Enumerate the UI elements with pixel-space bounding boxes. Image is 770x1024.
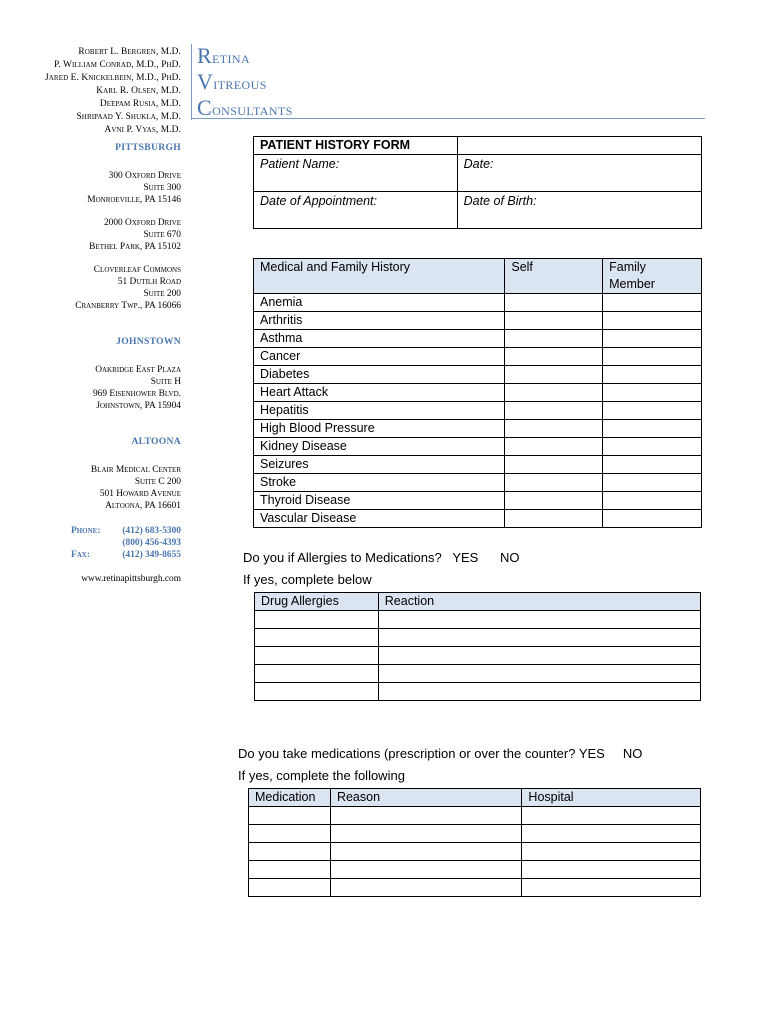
drug-allergy-input[interactable] [255, 683, 379, 701]
med-header-hospital: Hospital [522, 789, 701, 807]
allergy-row [255, 611, 701, 629]
allergy-no-option[interactable]: NO [500, 550, 520, 565]
date-field[interactable]: Date: [457, 155, 701, 192]
history-row [254, 312, 702, 330]
medication-row [249, 861, 701, 879]
family-checkbox-cell[interactable] [603, 384, 702, 402]
hospital-input[interactable] [522, 843, 701, 861]
drug-allergy-input[interactable] [255, 611, 379, 629]
office-address [30, 264, 181, 312]
self-checkbox-cell[interactable] [505, 510, 603, 528]
address-line: Suite C 200 [134, 477, 181, 487]
condition-label: Stroke [254, 474, 505, 492]
medication-input[interactable] [249, 825, 331, 843]
medication-row [249, 807, 701, 825]
reaction-input[interactable] [378, 611, 700, 629]
family-checkbox-cell[interactable] [603, 456, 702, 474]
question-text: Do you take medications (prescription or over the counter? [238, 746, 576, 761]
family-checkbox-cell[interactable] [603, 366, 702, 384]
condition-label: Asthma [254, 330, 505, 348]
reaction-input[interactable] [378, 665, 700, 683]
self-checkbox-cell[interactable] [505, 366, 603, 384]
history-row [254, 402, 702, 420]
self-checkbox-cell[interactable] [505, 384, 603, 402]
condition-label: High Blood Pressure [254, 420, 505, 438]
allergy-row [255, 629, 701, 647]
condition-label: Hepatitis [254, 402, 505, 420]
medications-table [248, 788, 701, 897]
practice-logo [197, 44, 293, 122]
family-checkbox-cell[interactable] [603, 510, 702, 528]
med-header-reason: Reason [330, 789, 521, 807]
address-line: Suite H [150, 377, 181, 387]
doctor-name: Avni P. Vyas, M.D. [104, 125, 181, 135]
history-row [254, 330, 702, 348]
logo-initial: V [197, 69, 214, 94]
city-heading-altoona: ALTOONA [131, 436, 181, 447]
self-checkbox-cell[interactable] [505, 492, 603, 510]
medication-no-option[interactable]: NO [622, 746, 643, 761]
medication-row [249, 879, 701, 897]
history-header-self: Self [505, 259, 603, 294]
address-line: Suite 670 [143, 230, 181, 240]
doctor-name: P. William Conrad, M.D., PhD. [54, 60, 181, 70]
history-row [254, 348, 702, 366]
history-row [254, 510, 702, 528]
family-checkbox-cell[interactable] [603, 402, 702, 420]
family-checkbox-cell[interactable] [603, 492, 702, 510]
drug-allergy-input[interactable] [255, 629, 379, 647]
drug-allergy-input[interactable] [255, 647, 379, 665]
office-address [30, 217, 181, 253]
medication-input[interactable] [249, 879, 331, 897]
appointment-date-field[interactable]: Date of Appointment: [254, 192, 458, 229]
address-line: Cranberry Twp., PA 16066 [75, 301, 181, 311]
allergy-header-reaction: Reaction [378, 593, 700, 611]
address-line: 969 Eisenhower Blvd. [92, 389, 181, 399]
family-checkbox-cell[interactable] [603, 474, 702, 492]
family-checkbox-cell[interactable] [603, 348, 702, 366]
condition-label: Cancer [254, 348, 505, 366]
medication-question [238, 746, 642, 761]
address-line: Bethel Park, PA 15102 [89, 242, 181, 252]
header-line: Member [609, 277, 655, 291]
hospital-input[interactable] [522, 825, 701, 843]
allergy-followup: If yes, complete below [243, 572, 372, 587]
reaction-input[interactable] [378, 647, 700, 665]
allergy-header-drug: Drug Allergies [255, 593, 379, 611]
address-line: Monroeville, PA 15146 [87, 195, 181, 205]
condition-label: Thyroid Disease [254, 492, 505, 510]
condition-label: Heart Attack [254, 384, 505, 402]
condition-label: Seizures [254, 456, 505, 474]
address-line: Cloverleaf Commons [93, 265, 181, 275]
medication-followup: If yes, complete the following [238, 768, 405, 783]
address-line: 2000 Oxford Drive [103, 218, 181, 228]
patient-info-table [253, 136, 702, 229]
question-text: Do you if Allergies to Medications? [243, 550, 442, 565]
logo-word: itreous [213, 74, 267, 93]
reason-input[interactable] [330, 879, 521, 897]
hospital-input[interactable] [522, 807, 701, 825]
address-line: 51 Dutilh Road [117, 277, 181, 287]
medication-yes-option[interactable]: YES [578, 746, 605, 761]
address-line: Suite 200 [143, 289, 181, 299]
family-checkbox-cell[interactable] [603, 312, 702, 330]
reason-input[interactable] [330, 861, 521, 879]
condition-label: Vascular Disease [254, 510, 505, 528]
drug-allergy-input[interactable] [255, 665, 379, 683]
medication-input[interactable] [249, 807, 331, 825]
phone-label: Phone: [71, 526, 101, 536]
city-heading-pittsburgh: PITTSBURGH [115, 142, 181, 153]
form-title: PATIENT HISTORY FORM [254, 137, 458, 155]
blank-cell [457, 137, 701, 155]
reason-input[interactable] [330, 843, 521, 861]
fax-label: Fax: [71, 550, 90, 560]
medication-input[interactable] [249, 843, 331, 861]
self-checkbox-cell[interactable] [505, 456, 603, 474]
doctor-name: Shripaad Y. Shukla, M.D. [76, 112, 181, 122]
history-row [254, 420, 702, 438]
city-heading-johnstown: JOHNSTOWN [116, 336, 181, 347]
header-line: Family [609, 260, 646, 274]
address-line: 501 Howard Avenue [99, 489, 181, 499]
doctor-name: Jared E. Knickelbein, M.D., PhD. [45, 73, 181, 83]
logo-divider-vertical [191, 44, 192, 120]
fax-number: (412) 349-8655 [122, 550, 181, 560]
patient-name-field[interactable]: Patient Name: [254, 155, 458, 192]
history-header-condition: Medical and Family History [254, 259, 505, 294]
doctor-name: Karl R. Olsen, M.D. [96, 86, 181, 96]
birth-date-field[interactable]: Date of Birth: [457, 192, 701, 229]
history-row [254, 456, 702, 474]
allergy-row [255, 665, 701, 683]
history-row [254, 492, 702, 510]
condition-label: Anemia [254, 294, 505, 312]
self-checkbox-cell[interactable] [505, 330, 603, 348]
drug-allergies-table [254, 592, 701, 701]
address-line: 300 Oxford Drive [108, 171, 181, 181]
logo-initial: C [197, 95, 213, 120]
office-locations [30, 140, 181, 585]
self-checkbox-cell[interactable] [505, 438, 603, 456]
self-checkbox-cell[interactable] [505, 312, 603, 330]
doctor-name: Deepam Rusia, M.D. [99, 99, 181, 109]
family-checkbox-cell[interactable] [603, 438, 702, 456]
website-link[interactable]: www.retinapittsburgh.com [81, 574, 181, 584]
allergy-question [243, 550, 520, 565]
logo-word: onsultants [212, 100, 293, 119]
contact-numbers [30, 525, 181, 561]
logo-word: etina [212, 48, 251, 67]
self-checkbox-cell[interactable] [505, 420, 603, 438]
condition-label: Arthritis [254, 312, 505, 330]
medication-input[interactable] [249, 861, 331, 879]
reaction-input[interactable] [378, 683, 700, 701]
allergy-yes-option[interactable]: YES [452, 550, 479, 565]
history-header-family [603, 259, 702, 294]
self-checkbox-cell[interactable] [505, 474, 603, 492]
medication-row [249, 843, 701, 861]
medical-history-table [253, 258, 702, 528]
family-checkbox-cell[interactable] [603, 330, 702, 348]
address-line: Johnstown, PA 15904 [96, 401, 181, 411]
medication-row [249, 825, 701, 843]
med-header-medication: Medication [249, 789, 331, 807]
doctor-list [20, 46, 181, 137]
self-checkbox-cell[interactable] [505, 348, 603, 366]
history-row [254, 384, 702, 402]
doctor-name: Robert L. Bergren, M.D. [78, 47, 181, 57]
family-checkbox-cell[interactable] [603, 294, 702, 312]
address-line: Altoona, PA 16601 [105, 501, 181, 511]
address-line: Oakridge East Plaza [95, 365, 181, 375]
condition-label: Diabetes [254, 366, 505, 384]
address-line: Blair Medical Center [90, 465, 181, 475]
hospital-input[interactable] [522, 879, 701, 897]
reason-input[interactable] [330, 807, 521, 825]
phone-number: (800) 456-4393 [122, 538, 181, 548]
reason-input[interactable] [330, 825, 521, 843]
office-address [30, 170, 181, 206]
office-address [30, 464, 181, 512]
self-checkbox-cell[interactable] [505, 402, 603, 420]
allergy-row [255, 647, 701, 665]
phone-number: (412) 683-5300 [122, 526, 181, 536]
self-checkbox-cell[interactable] [505, 294, 603, 312]
condition-label: Kidney Disease [254, 438, 505, 456]
office-address [30, 364, 181, 412]
logo-initial: R [197, 43, 213, 68]
reaction-input[interactable] [378, 629, 700, 647]
history-row [254, 294, 702, 312]
history-row [254, 366, 702, 384]
allergy-row [255, 683, 701, 701]
hospital-input[interactable] [522, 861, 701, 879]
history-row [254, 474, 702, 492]
history-row [254, 438, 702, 456]
address-line: Suite 300 [143, 183, 181, 193]
family-checkbox-cell[interactable] [603, 420, 702, 438]
